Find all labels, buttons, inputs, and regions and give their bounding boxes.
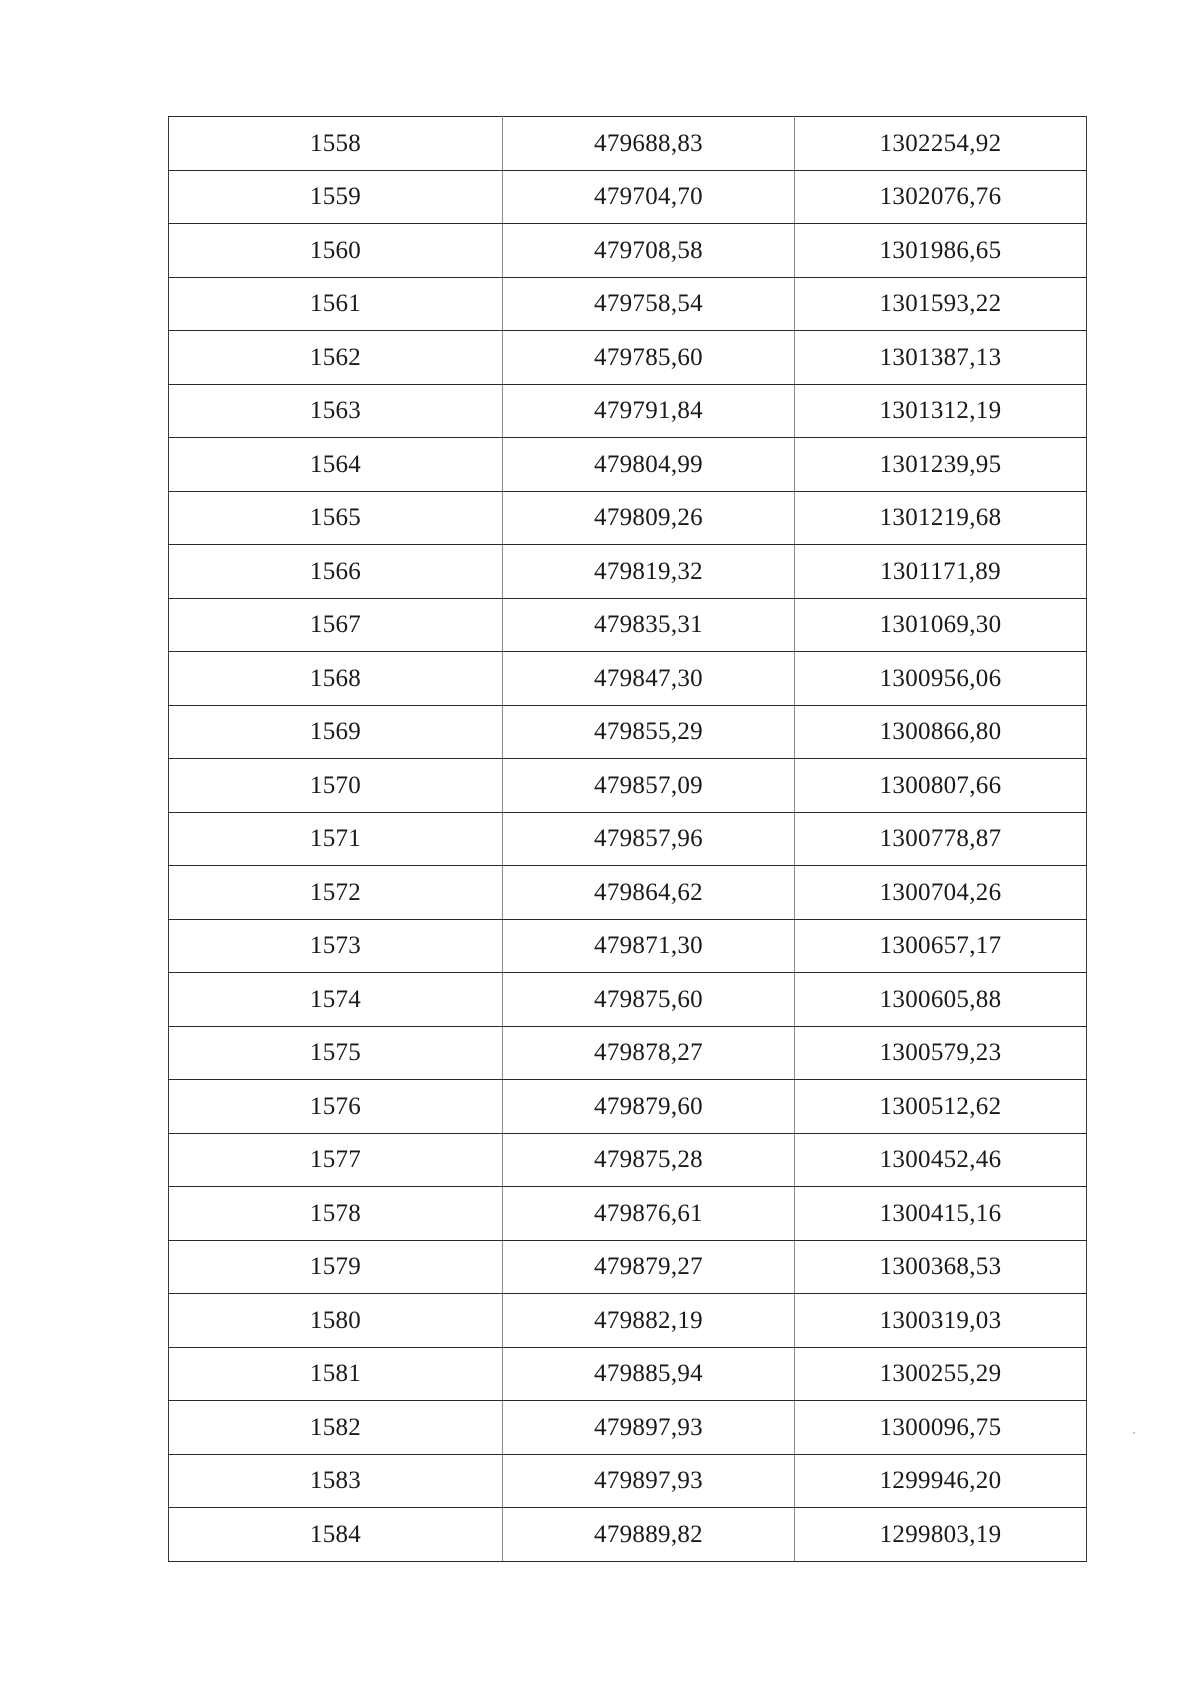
point-number-cell: 1583 <box>169 1454 503 1508</box>
x-coordinate-cell: 479758,54 <box>503 277 795 331</box>
table-row <box>169 1240 1087 1294</box>
point-number-cell: 1577 <box>169 1133 503 1187</box>
y-coordinate-cell: 1299946,20 <box>795 1454 1087 1508</box>
table-row <box>169 1294 1087 1348</box>
table-row <box>169 438 1087 492</box>
x-coordinate-cell: 479857,96 <box>503 812 795 866</box>
point-number-cell: 1575 <box>169 1026 503 1080</box>
y-coordinate-cell: 1302254,92 <box>795 117 1087 171</box>
y-coordinate-cell: 1301986,65 <box>795 224 1087 278</box>
point-number-cell: 1571 <box>169 812 503 866</box>
y-coordinate-cell: 1299803,19 <box>795 1508 1087 1562</box>
x-coordinate-cell: 479897,93 <box>503 1401 795 1455</box>
x-coordinate-cell: 479819,32 <box>503 545 795 599</box>
x-coordinate-cell: 479708,58 <box>503 224 795 278</box>
y-coordinate-cell: 1301387,13 <box>795 331 1087 385</box>
table-row <box>169 1454 1087 1508</box>
point-number-cell: 1570 <box>169 759 503 813</box>
x-coordinate-cell: 479897,93 <box>503 1454 795 1508</box>
table-row <box>169 491 1087 545</box>
x-coordinate-cell: 479876,61 <box>503 1187 795 1241</box>
table-row <box>169 866 1087 920</box>
x-coordinate-cell: 479804,99 <box>503 438 795 492</box>
y-coordinate-cell: 1300512,62 <box>795 1080 1087 1134</box>
table-row <box>169 545 1087 599</box>
x-coordinate-cell: 479847,30 <box>503 652 795 706</box>
y-coordinate-cell: 1301312,19 <box>795 384 1087 438</box>
table-row <box>169 919 1087 973</box>
point-number-cell: 1558 <box>169 117 503 171</box>
table-row <box>169 1401 1087 1455</box>
y-coordinate-cell: 1300778,87 <box>795 812 1087 866</box>
x-coordinate-cell: 479878,27 <box>503 1026 795 1080</box>
x-coordinate-cell: 479785,60 <box>503 331 795 385</box>
point-number-cell: 1565 <box>169 491 503 545</box>
point-number-cell: 1562 <box>169 331 503 385</box>
table-row <box>169 1187 1087 1241</box>
point-number-cell: 1573 <box>169 919 503 973</box>
x-coordinate-cell: 479855,29 <box>503 705 795 759</box>
point-number-cell: 1572 <box>169 866 503 920</box>
y-coordinate-cell: 1301069,30 <box>795 598 1087 652</box>
point-number-cell: 1563 <box>169 384 503 438</box>
y-coordinate-cell: 1300866,80 <box>795 705 1087 759</box>
x-coordinate-cell: 479879,60 <box>503 1080 795 1134</box>
y-coordinate-cell: 1302076,76 <box>795 170 1087 224</box>
y-coordinate-cell: 1300319,03 <box>795 1294 1087 1348</box>
table-row <box>169 170 1087 224</box>
y-coordinate-cell: 1301219,68 <box>795 491 1087 545</box>
point-number-cell: 1582 <box>169 1401 503 1455</box>
x-coordinate-cell: 479889,82 <box>503 1508 795 1562</box>
point-number-cell: 1579 <box>169 1240 503 1294</box>
x-coordinate-cell: 479882,19 <box>503 1294 795 1348</box>
table-row <box>169 973 1087 1027</box>
point-number-cell: 1578 <box>169 1187 503 1241</box>
table-row <box>169 705 1087 759</box>
table-row <box>169 117 1087 171</box>
y-coordinate-cell: 1300255,29 <box>795 1347 1087 1401</box>
table-row <box>169 224 1087 278</box>
table-row <box>169 1508 1087 1562</box>
y-coordinate-cell: 1300452,46 <box>795 1133 1087 1187</box>
x-coordinate-cell: 479791,84 <box>503 384 795 438</box>
x-coordinate-cell: 479875,60 <box>503 973 795 1027</box>
y-coordinate-cell: 1300956,06 <box>795 652 1087 706</box>
x-coordinate-cell: 479885,94 <box>503 1347 795 1401</box>
table-row <box>169 1080 1087 1134</box>
table-row <box>169 1026 1087 1080</box>
x-coordinate-cell: 479857,09 <box>503 759 795 813</box>
x-coordinate-cell: 479809,26 <box>503 491 795 545</box>
y-coordinate-cell: 1300605,88 <box>795 973 1087 1027</box>
table-row <box>169 652 1087 706</box>
table-row <box>169 1347 1087 1401</box>
x-coordinate-cell: 479704,70 <box>503 170 795 224</box>
point-number-cell: 1574 <box>169 973 503 1027</box>
y-coordinate-cell: 1300096,75 <box>795 1401 1087 1455</box>
x-coordinate-cell: 479835,31 <box>503 598 795 652</box>
point-number-cell: 1566 <box>169 545 503 599</box>
point-number-cell: 1559 <box>169 170 503 224</box>
table-row <box>169 277 1087 331</box>
y-coordinate-cell: 1300657,17 <box>795 919 1087 973</box>
y-coordinate-cell: 1301239,95 <box>795 438 1087 492</box>
point-number-cell: 1564 <box>169 438 503 492</box>
x-coordinate-cell: 479688,83 <box>503 117 795 171</box>
y-coordinate-cell: 1301593,22 <box>795 277 1087 331</box>
coordinates-table-body <box>169 117 1087 1562</box>
point-number-cell: 1580 <box>169 1294 503 1348</box>
scan-speck <box>1133 1432 1135 1434</box>
point-number-cell: 1569 <box>169 705 503 759</box>
y-coordinate-cell: 1301171,89 <box>795 545 1087 599</box>
table-row <box>169 759 1087 813</box>
y-coordinate-cell: 1300368,53 <box>795 1240 1087 1294</box>
point-number-cell: 1576 <box>169 1080 503 1134</box>
y-coordinate-cell: 1300579,23 <box>795 1026 1087 1080</box>
table-row <box>169 331 1087 385</box>
point-number-cell: 1567 <box>169 598 503 652</box>
y-coordinate-cell: 1300415,16 <box>795 1187 1087 1241</box>
x-coordinate-cell: 479875,28 <box>503 1133 795 1187</box>
y-coordinate-cell: 1300704,26 <box>795 866 1087 920</box>
point-number-cell: 1560 <box>169 224 503 278</box>
table-row <box>169 812 1087 866</box>
point-number-cell: 1561 <box>169 277 503 331</box>
coordinates-table <box>168 116 1087 1562</box>
point-number-cell: 1581 <box>169 1347 503 1401</box>
table-row <box>169 1133 1087 1187</box>
table-row <box>169 598 1087 652</box>
x-coordinate-cell: 479879,27 <box>503 1240 795 1294</box>
point-number-cell: 1584 <box>169 1508 503 1562</box>
point-number-cell: 1568 <box>169 652 503 706</box>
x-coordinate-cell: 479871,30 <box>503 919 795 973</box>
y-coordinate-cell: 1300807,66 <box>795 759 1087 813</box>
table-row <box>169 384 1087 438</box>
x-coordinate-cell: 479864,62 <box>503 866 795 920</box>
